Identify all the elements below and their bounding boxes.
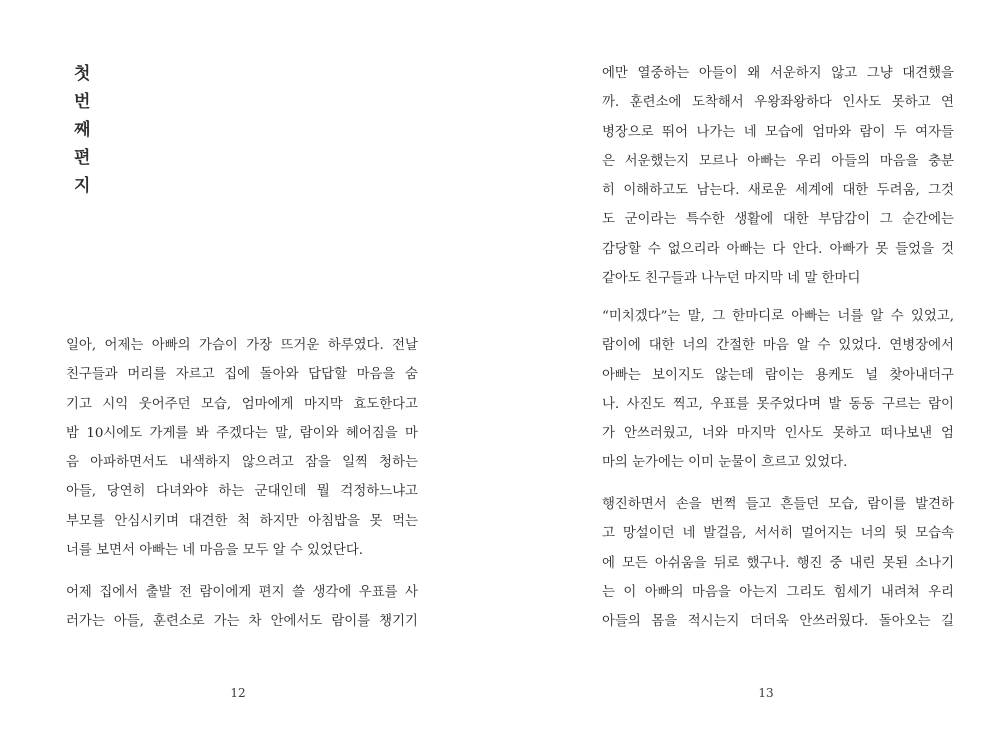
text-line: 도 군이라는 특수한 생활에 대한 부담감이 그 순간에는 <box>602 212 954 228</box>
text-line: 히 이해하고도 남는다. 새로운 세계에 대한 두려움, 그것 <box>602 183 954 199</box>
text-line: 까. 훈련소에 도착해서 우왕좌왕하다 인사도 못하고 연 <box>602 95 954 111</box>
text-line: 부모를 안심시키며 대견한 척 하지만 아침밥을 못 먹는 <box>66 513 418 529</box>
text-line: 고 망설이던 네 발걸음, 서서히 멀어지는 너의 뒷 모습속 <box>602 526 954 542</box>
chapter-title-char: 지 <box>74 176 91 196</box>
text-line: 마의 눈가에는 이미 눈물이 흐르고 있었다. <box>602 455 848 471</box>
text-line: 는 이 아빠의 마음을 아는지 그리도 힘세기 내려쳐 우리 <box>602 584 954 600</box>
text-line: 에 모든 아쉬움을 뒤로 했구나. 행진 중 내린 못된 소나기 <box>602 555 954 571</box>
text-line: 행진하면서 손을 번쩍 들고 흔들던 모습, 람이를 발견하 <box>602 497 954 512</box>
text-line: 아들의 몸을 적시는지 더더욱 안쓰러웠다. 돌아오는 길 <box>602 614 954 630</box>
paragraph <box>66 331 418 565</box>
text-line: 아빠는 보이지도 않는데 람이는 용케도 널 찾아내더구 <box>602 367 954 383</box>
text-line: 밤 10시에도 가게를 봐 주겠다는 말, 람이와 헤어짐을 마 <box>66 425 418 441</box>
chapter-title-char: 째 <box>74 120 91 140</box>
chapter-title <box>74 60 104 200</box>
text-line: 아들, 당연히 다녀와야 하는 군대인데 뭘 걱정하느냐고 <box>66 484 418 500</box>
text-line: “미치겠다”는 말, 그 한마디로 아빠는 너를 알 수 있었고, <box>602 309 954 324</box>
paragraph <box>602 59 954 293</box>
text-line: 에만 열중하는 아들이 왜 서운하지 않고 그냥 대견했을 <box>602 66 954 81</box>
text-line: 러가는 아들, 훈련소로 가는 차 안에서도 람이를 챙기기 <box>66 614 418 630</box>
chapter-title-char: 첫 <box>74 64 91 84</box>
page-number: 13 <box>758 686 774 700</box>
text-line: 나. 사진도 찍고, 우표를 못주었다며 발 동동 구르는 람이 <box>602 396 954 412</box>
text-line: 감당할 수 없으리라 아빠는 다 안다. 아빠가 못 들었을 것 <box>602 241 954 257</box>
text-line: 너를 보면서 아빠는 네 마음을 모두 알 수 있었단다. <box>66 543 364 559</box>
chapter-title-char: 번 <box>74 92 91 112</box>
text-line: 친구들과 머리를 자르고 집에 돌아와 답답할 마음을 숨 <box>66 367 418 383</box>
text-line: 일아, 어제는 아빠의 가슴이 가장 뜨거운 하루였다. 전날 <box>66 338 418 353</box>
paragraph <box>66 578 418 637</box>
text-line: 은 서운했는지 모르나 아빠는 우리 아들의 마음을 충분 <box>602 153 954 169</box>
text-line: 가 안쓰러웠고, 너와 마지막 인사도 못하고 떠나보낸 엄 <box>602 426 954 442</box>
right-page <box>500 0 1000 729</box>
text-line: 같아도 친구들과 나누던 마지막 네 말 한마디 <box>602 271 861 287</box>
chapter-title-char: 편 <box>74 148 91 168</box>
page-number: 12 <box>230 686 246 700</box>
text-line: 기고 시익 웃어주던 모습, 엄마에게 마지막 효도한다고 <box>66 396 418 412</box>
text-line: 어제 집에서 출발 전 람이에게 편지 쓸 생각에 우표를 사 <box>66 585 418 600</box>
paragraph <box>602 490 954 636</box>
text-line: 람이에 대한 너의 간절한 마음 알 수 있었다. 연병장에서 <box>602 338 954 354</box>
paragraph <box>602 302 954 478</box>
text-line: 병장으로 뛰어 나가는 네 모습에 엄마와 람이 두 여자들 <box>602 124 954 140</box>
text-line: 음 아파하면서도 내색하지 않으려고 잠을 일찍 청하는 <box>66 455 418 471</box>
